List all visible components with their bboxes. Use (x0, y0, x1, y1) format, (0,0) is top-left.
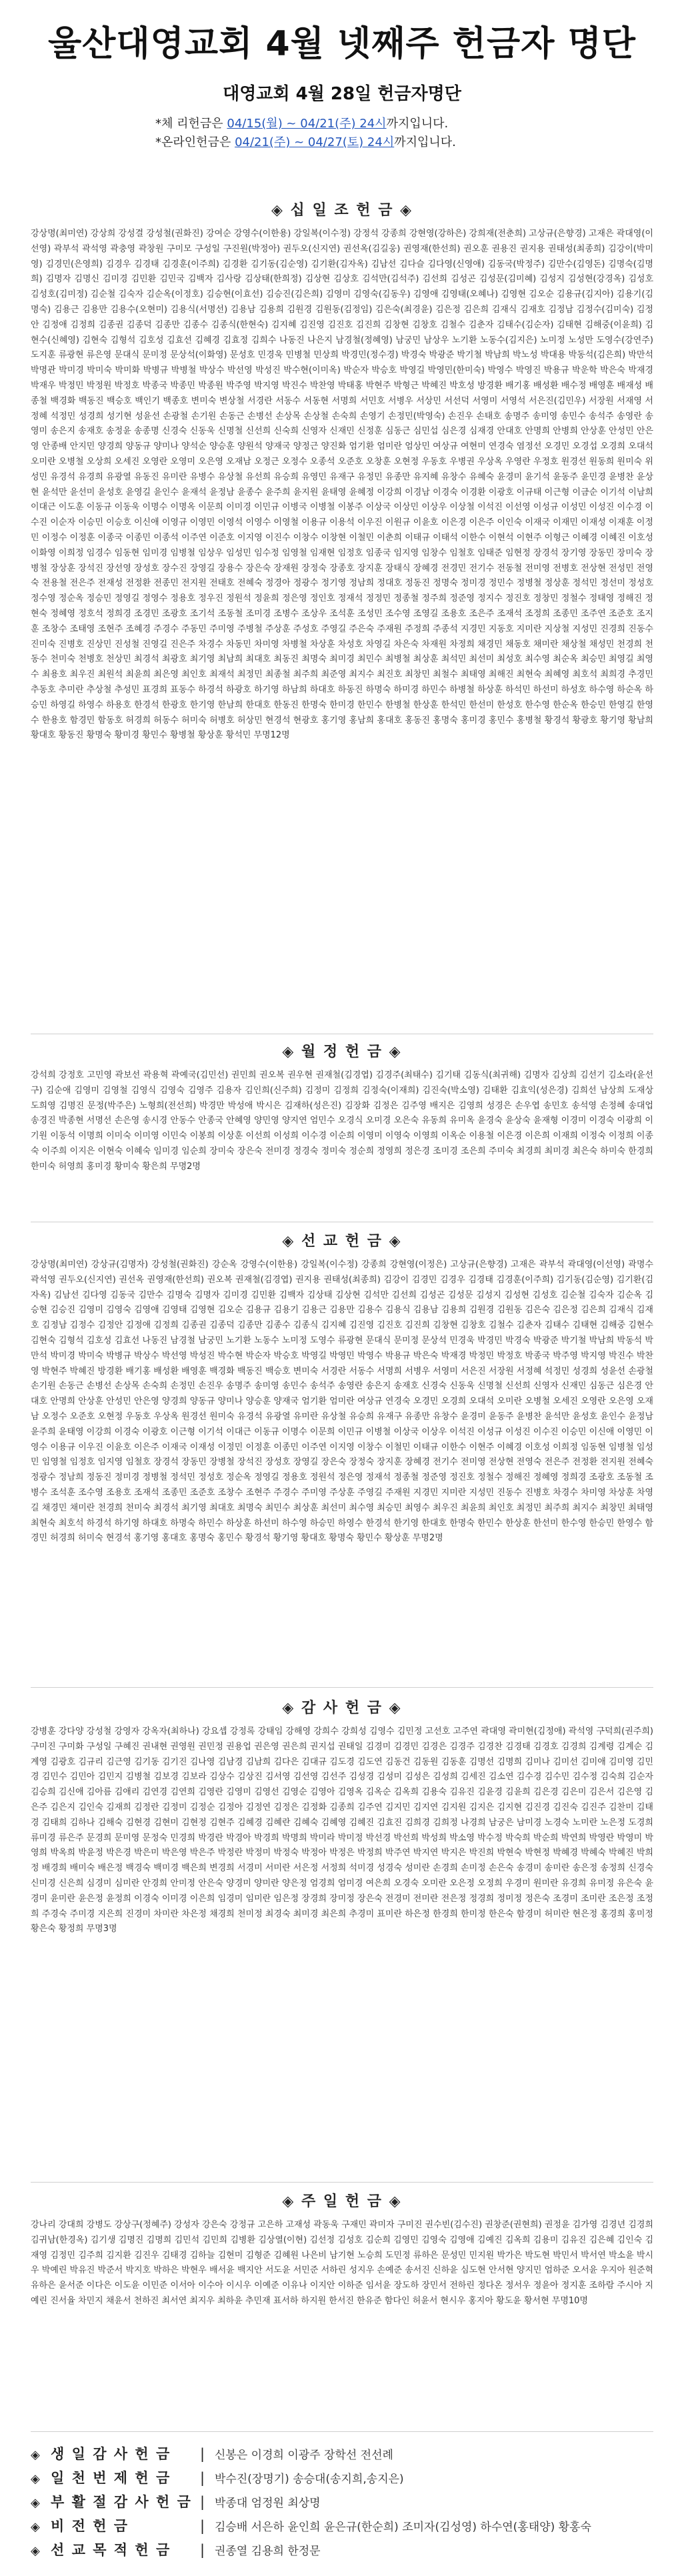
offering-names: 권종열 김용희 한정문 (215, 2545, 321, 2558)
offering-names: 박수진(장명기) 송승대(송지희,송지은) (215, 2473, 404, 2486)
notice-prefix: *온라인헌금은 (155, 135, 231, 149)
diamond-bullet-icon: ◈ (31, 2520, 40, 2534)
list-item (31, 2515, 653, 2539)
notice-suffix: 까지입니다. (386, 117, 449, 131)
diamond-bullet-icon: ◈ (31, 2448, 40, 2462)
page-title: 울산대영교회 4월 넷째주 헌금자 명단 (47, 24, 637, 64)
section-names: 강상명(최미연) 강상규(김명자) 강성철(권화진) 강순옥 강영수(이한용) 강일복(이수정) 강종희 강현영(이정은) 고상규(은향경) 고재은 곽부석 곽대영(이선영) 곽명수 곽석영 권두오(신지연) 권선옥 권영재(한선희) 권오복 권재철(김경엽) 권지용 권태성(최종희) 김강이 김경민 김경우 김경태 김경훈(이주희) 김기동(김순영) 김기환(김자옥) 김남선 김다영 김동국 김만수 김명숙 김명자 김미경 김민환 김백자 김상태 김상현 김석만 김선희 김성곤 김성문 김성지 김성현 김성호 김순철 김숙자 김순옥 김승현 김승진 김영미 김영숙 김영애 김영태 김영현 김오순 김용규 김용기 김용근 김용만 김용수 김용식 김용남 김용희 김원경 김원동 김은숙 김은정 김은희 김재식 김재호 김정남 김정수 김정안 김정애 김정희 김종권 김종덕 김종만 김종수 김종식 김지혜 김진영 김진호 김진희 김창현 김창호 김철수 김춘자 김태수 김태현 김해중 김현수 김현숙 김형석 김호성 김효선 나동진 남경철 남궁민 노기환 노동수 노미정 도영수 류광현 문대식 문미정 문상석 민경욱 박경민 박경숙 박광준 박기철 박남희 박동석 박만석 박미경 박미숙 박병규 박상수 박선영 박성진 박수현 박순자 박승호 박영길 박영민 박영수 박용규 박은숙 박재경 박정민 박정호 박종국 박주영 박지영 박진수 박찬영 박현주 박혜진 방경환 배기홍 배성환 배영훈 백경화 백동진 백승호 변미숙 서경란 서동수 서명희 서병우 서영미 서은진 서장원 서정혜 석정민 성경희 성윤선 손광철 손기원 손동근 손병선 손상목 손숙희 손정민 손진우 송명주 송미영 송민수 송석주 송영란 송은지 송재호 신경숙 신동욱 신명철 신선희 신영자 신재민 심동근 심은경 안대호 안명희 안상훈 안성민 안은영 양경희 양동규 양미나 양승훈 양재국 엄기환 엄미란 여상규 연경숙 오경민 오경희 오대석 오미란 오병철 오세진 오영란 오은영 오재남 오정수 오준호 오현정 우동호 우상옥 원경선 원미숙 유경석 유광열 유미란 유상철 유승희 유재구 유종만 유창수 윤경미 윤동주 윤병찬 윤석만 윤성호 윤인수 윤정남 윤주희 윤태영 이강희 이경숙 이광호 이근형 이기석 이대근 이동규 이명수 이문희 이민규 이병철 이상국 이상우 이석진 이성규 이성진 이수진 이승민 이신애 이영민 이영수 이용규 이우진 이윤호 이은주 이재국 이재성 이정민 이정훈 이종민 이주연 이지영 이창수 이철민 이태규 이한수 이현주 이혜경 이호성 이희정 임동현 임병철 임성민 임영철 임정호 임지영 임철호 장경석 장동민 장병철 장석진 장성호 장영길 장은숙 장정숙 장지훈 장혜경 전기수 전미영 전상현 전영숙 전은주 전정환 전지원 전혜숙 정광수 정남희 정동진 정미경 정병철 정석민 정성호 정순옥 정영길 정용호 정원석 정은영 정재석 정종철 정준영 정진호 정철수 정해진 정혜영 정희경 조광호 조동철 조병수 조석훈 조수영 조용호 조재석 조종민 조준호 조창수 조현주 주경수 주미영 주상훈 주영길 주재원 지경민 지미란 지성민 진동수 진병호 차경수 차미영 차상훈 차영길 채경민 채미란 천경희 천미숙 최경석 최기영 최대호 최명숙 최민수 최상훈 최선미 최수영 최승민 최영수 최우진 최윤희 최인호 최정민 최주희 최지수 최창민 최태영 최현숙 최호석 하경석 하기영 하대호 하명숙 하민수 하상훈 하선미 하수영 하승민 하영수 한경석 한기영 한대호 한명숙 한민수 한상훈 한선미 한수영 한승민 한영수 함경민 허경희 허미숙 현경석 홍기영 홍대호 홍명숙 홍민수 황경석 황기영 황대호 황명숙 황민수 황상훈 무명2명 (31, 1260, 653, 1544)
offering-names: 신봉은 이경희 이광주 장학선 전선례 (215, 2449, 393, 2462)
notice-row (155, 133, 529, 152)
list-item (31, 2443, 653, 2467)
divider (31, 2182, 653, 2183)
section-sunday (31, 2191, 653, 2435)
list-item (31, 2539, 653, 2563)
diamond-bullet-icon: ◈ (31, 2496, 40, 2510)
offering-category: 부 활 절 감 사 헌 금 (51, 2494, 192, 2510)
section-title: ◈ 십 일 조 헌 금 ◈ (271, 202, 413, 219)
offering-category: 생 일 감 사 헌 금 (51, 2446, 171, 2462)
section-names: 강상명(최미연) 강상희 강성결 강성철(권화진) 강여순 강영수(이한용) 강일복(이수정) 강정석 강종희 강현영(강하은) 강희재(전춘희) 고상규(은향경) 고재은 곽대영(이선영) 곽부석 곽석영 곽충영 곽창원 구미모 구성일 구진원(박정아) 권두오(신지연) 권선옥(김길웅) 권영재(한선희) 권오훈 권용진 권지용 권태성(최종희) 김강이(박미영) 김경민(은영희) 김경우 김경태 김경훈(이주희) 김경환 김기동(김순영) 김기환(김자옥) 김남선 김다슬 김다영(신영애) 김동국(박정주) 김만수(김영돈) 김명숙(김명희) 김명자 김명신 김미경 김민환 김민국 김백자 김사랑 김상태(한희정) 김상현 김상호 김석만(김석주) 김선희 김성곤 김성문(김미혜) 김성지 김성현(강경옥) 김성호 김성호(김미정) 김순철 김숙자 김순옥(이정호) 김승현(이효선) 김승진(김은희) 김영미 김영숙(김동우) 김영애 김영태(오혜나) 김영현 김오순 김용규(김지아) 김용기(김명숙) 김용근 김용만 김용수(오현미) 김용식(서명선) 김용남 김용희 김원경 김원동(김정임) 김은숙(최경윤) 김은정 김은희 김재식 김재호 김정남 김정수(김미숙) 김정안 김정애 김정희 김종권 김종덕 김종만 김종수 김종식(한현숙) 김지혜 김진영 김진호 김진희 김창현 김창호 김철수 김춘자 김태수(김순자) 김태현 김해중(이윤희) 김현수(신혜영) 김현숙 김형석 김호성 김효선 김혜경 김효정 김희수 나동진 나은지 남경철(정혜영) 남궁민 남상우 노기환 노동수(김지은) 노미정 노성만 도영수(강연주) 도지훈 류광현 류은영 문대식 문미정 문상석(이화영) 문성호 민경욱 민병철 민상희 박경민(정수경) 박경숙 박광준 박기철 박남희 박노성 박대용 박동석(김은희) 박만석 박명관 박미경 박미숙 박미화 박병규 박병철 박상수 박선영 박성진 박수현(이미옥) 박순자 박승호 박영길 박영민(한미숙) 박영수 박영진 박용규 박운학 박은숙 박재경 박재우 박정민 박정원 박정호 박종국 박종민 박종원 박주영 박지영 박진수 박찬영 박태홍 박현주 박형근 박혜진 박호성 방경환 배기홍 배성환 배수정 배영훈 배재성 배종철 백경화 백동진 백승호 백인기 백종호 변미숙 변상철 서경란 서동수 서동현 서명희 서민호 서병우 서상민 서선덕 서영미 서영석 서은진(김민우) 서장원 서재영 서정혜 석정민 성경희 성기현 성윤선 손광철 손기원 손동근 손병선 손상목 손상철 손숙희 손영기 손정민(박영숙) 손진우 손태호 송명주 송미영 송민수 송석주 송영란 송영미 송은지 송재호 송정윤 송종명 신경숙 신동욱 신명철 신선희 신숙희 신영자 신재민 신정훈 심동근 심민섭 심은경 심재경 안대호 안명희 안병희 안상훈 안성민 안은영 안종배 안지민 양경희 양동규 양미나 양석순 양승훈 양원석 양재국 양정근 양진화 엄기환 엄미란 엄상민 여상규 여현미 연경숙 염정선 오경민 오경섭 오경희 오대석 오미란 오병철 오상희 오세진 오영란 오영미 오은영 오재남 오정근 오정수 오종석 오준호 오창훈 오현정 우동호 우병권 우상옥 우영란 우정호 원경선 원동희 원미숙 위성민 유경석 유경희 유광열 유동진 유미란 유병수 유상철 유선희 유승희 유영민 유재구 유정민 유종만 유지혜 유창수 유혜숙 윤경미 윤기석 윤동주 윤민경 윤병찬 윤상현 윤석만 윤선미 윤성호 윤영길 윤인수 윤재석 윤정남 윤종수 윤주희 윤지원 윤태영 윤혜정 이강희 이경남 이경숙 이경환 이광호 이규태 이근형 이금순 이기석 이남희 이대근 이도훈 이동규 이동욱 이명수 이명옥 이문희 이미경 이민규 이병국 이병철 이봉주 이상국 이상민 이상우 이상철 이석진 이선영 이성규 이성민 이성진 이수경 이수진 이순자 이승민 이승호 이신애 이영규 이영민 이영석 이영수 이영철 이용규 이용석 이우진 이원규 이윤호 이은경 이은주 이인숙 이재국 이재민 이재성 이재훈 이정민 이정수 이정훈 이종국 이종민 이종석 이주연 이준호 이지영 이진수 이창수 이창현 이철민 이춘희 이태규 이태석 이한수 이현석 이현주 이형근 이혜경 이혜진 이호성 이화영 이희정 임경수 임동현 임미경 임병철 임상우 임성민 임수정 임영철 임재현 임정호 임종국 임지영 임창수 임철호 임태준 임현정 장경석 장기영 장동민 장미숙 장병철 장상훈 장석진 장선영 장성호 장수진 장영길 장용수 장은숙 장재원 장정숙 장종호 장지훈 장태식 장혜경 전경민 전기수 전동철 전미영 전병호 전상현 전성민 전영숙 전용철 전은주 전재성 전정환 전종민 전지원 전태호 전혜숙 정경아 정광수 정기영 정남희 정대호 정동진 정명숙 정미경 정민수 정병철 정상훈 정석민 정선미 정성호 정수영 정순옥 정승민 정영길 정영수 정용호 정우진 정원석 정윤희 정은영 정인호 정재석 정정민 정종철 정주희 정준영 정지수 정진호 정창민 정철수 정태영 정해진 정현숙 정혜영 정호석 정희경 조경민 조광호 조기석 조동철 조미경 조병수 조상우 조석훈 조성민 조수영 조영길 조용호 조은주 조재석 조정희 조종민 조주연 조준호 조지훈 조창수 조태영 조현주 조혜경 주경수 주동민 주미영 주병철 주상훈 주성호 주영길 주은숙 주재원 주정희 주종석 지경민 지동호 지미란 지상철 지성민 진경희 진동수 진미숙 진병호 진상민 진성철 진영길 진은주 차경수 차동민 차미영 차병철 차상훈 차성호 차영길 차은숙 차재원 차정희 채경민 채동호 채미란 채상철 채성민 천경희 천동수 천미숙 천병호 천상민 최경석 최광호 최기영 최남희 최대호 최동진 최명숙 최미경 최민수 최병철 최상훈 최석민 최선미 최성호 최수영 최순옥 최승민 최영길 최영수 최용호 최우진 최원석 최윤희 최은영 최인호 최재석 최정민 최종철 최주희 최준영 최지수 최진호 최창민 최철수 최태영 최해진 최현숙 최혜영 최호석 최희경 추경민 추동호 추미란 추상철 추성민 표경희 표동수 하경석 하광호 하기영 하남희 하대호 하동진 하명숙 하미경 하민수 하병철 하상훈 하석민 하선미 하성호 하수영 하순옥 하승민 하영길 하영수 하용호 한경석 한광호 한기영 한남희 한대호 한동진 한명숙 한미경 한민수 한병철 한상훈 한석민 한선미 한성호 한수영 한순옥 한승민 한영길 한영수 한용호 함경민 함동호 허경희 허동수 허미숙 허병호 허상민 현경석 현광호 홍기영 홍남희 홍대호 홍동진 홍명숙 홍미경 홍민수 홍병철 황경석 황광호 황기영 황남희 황대호 황동진 황명숙 황미경 황민수 황병철 황상훈 황석민 무명12명 (31, 229, 653, 741)
notice-suffix: 까지입니다. (394, 135, 456, 149)
section-thanks (31, 1698, 653, 2185)
separator: | (200, 2518, 205, 2534)
section-mission (31, 1231, 653, 1688)
section-names: 강병훈 강다양 강성철 강영자 강옥자(최하나) 강요셉 강정록 강태임 강해영 강희수 강희성 김영수 김민정 고선호 고주연 곽대영 곽미현(김정애) 곽석영 구덕희(권주희) 구미진 구미화 구성일 구혜진 권내현 권영원 권민정 권용업 권은영 권은희 권지섭 권태일 김경미 김경민 김경은 김경주 김경찬 김경태 김경호 김경희 김계령 김계순 김계영 김광호 김규리 김근영 김기동 김기진 김나영 김남경 김남희 김다은 김대규 김도경 김도연 김동건 김동원 김동훈 김명선 김명희 김미나 김미선 김미애 김미영 김민경 김민수 김민아 김민지 김병철 김보경 김보라 김상수 김상진 김서영 김선영 김선주 김성경 김성미 김성은 김성희 김세진 김소연 김수경 김수민 김수정 김숙희 김순자 김승희 김신애 김아름 김애리 김연경 김연희 김영란 김영미 김영선 김영순 김영아 김영옥 김옥순 김옥희 김용숙 김유진 김윤경 김윤희 김은경 김은미 김은서 김은영 김은주 김은지 김인숙 김재희 김정란 김정미 김정순 김정아 김정연 김정은 김정화 김종희 김주연 김지민 김지연 김지원 김지은 김지현 김진경 김진숙 김진주 김찬미 김태경 김태희 김하나 김해숙 김현경 김현미 김현정 김현주 김혜경 김혜란 김혜숙 김혜영 김혜진 김효진 김희경 김희정 나경희 남궁은 남미경 노경숙 노미란 노은정 도경희 류미경 류은주 문경희 문미영 문정숙 민경희 박경란 박경아 박경희 박명희 박미라 박미정 박선경 박선희 박성희 박소영 박수정 박숙희 박순희 박연희 박영란 박영미 박영희 박옥희 박윤정 박은경 박은미 박은영 박은주 박정란 박정미 박정숙 박정아 박정은 박정희 박주연 박지연 박지은 박진희 박현숙 박현정 박혜경 박혜숙 박혜진 박희정 배경희 배미숙 배은정 백경숙 백미경 백은희 변경희 서경미 서미란 서은정 서정희 석미경 성경숙 성미란 손경희 손미정 손은숙 송경미 송미란 송은정 송정희 신경숙 신미경 신은희 심경미 심미란 안경희 안미정 안은숙 양경미 양미란 양은정 엄경희 엄미경 여은희 오경숙 오미란 오은정 오정희 우경미 원미란 유경희 유미정 유은숙 윤경미 윤미란 윤은정 윤정희 이경숙 이미경 이은희 임경미 임미란 임은정 장경희 장미정 장은숙 전경미 전미란 전은정 정경희 정미정 정은숙 조경미 조미란 조은정 조정희 주경숙 주미경 지은희 진경미 차미란 차은정 채경희 천미정 최경숙 최미경 최은희 추경미 표미란 하은정 한경희 한미정 한은숙 함경미 허미란 현은정 홍경희 홍미정 황은숙 황정희 무명3명 (31, 1726, 653, 1935)
diamond-bullet-icon: ◈ (31, 2544, 40, 2558)
offering-category: 선 교 목 적 헌 금 (51, 2542, 171, 2558)
section-title: ◈ 선 교 헌 금 ◈ (282, 1233, 402, 1250)
offering-names: 박종대 엄정원 최상명 (215, 2497, 321, 2510)
notice-prefix: *체 리헌금은 (155, 117, 223, 131)
offering-category: 비 전 헌 금 (51, 2518, 129, 2534)
page-subtitle: 대영교회 4월 28일 헌금자명단 (223, 84, 461, 104)
section-tithe (31, 200, 653, 1024)
separator: | (200, 2470, 205, 2486)
separator: | (200, 2542, 205, 2558)
section-title: ◈ 감 사 헌 금 ◈ (282, 1700, 402, 1716)
notice-date: 04/15(월) ~ 04/21(주) 24시 (227, 117, 387, 131)
notice-row (155, 115, 529, 133)
section-names: 강석희 강정호 고민영 곽보선 곽용혁 곽예국(김민선) 권민희 권오복 권우현 권재철(김경엽) 김경주(최태수) 김기태 김동식(최귀해) 김명자 김상희 김선기 김소라(윤선구) 김순애 김영미 김영철 김영식 김영숙 김영주 김용자 김인희(신주희) 김정미 김정희 김정숙(이재희) 김진숙(박소영) 김태환 김효익(성은경) 김희선 남상희 도재상 도희영 김명진 문정(박주은) 노형희(전선희) 박경만 박성애 박시은 김재하(성은진) 김장화 김정은 김주영 배지은 김영희 성경은 손우엽 송민호 송석영 손정혜 송대업 송경진 박종현 서명선 손은영 송시경 안동수 안종국 안혜영 양민영 양지연 엄민수 오경식 오미경 오은숙 유동희 유미옥 윤경숙 윤상숙 윤재형 이경미 이경숙 이광희 이기원 이동석 이명희 이미숙 이미영 이민숙 이봉희 이상훈 이선희 이성희 이수경 이순희 이영미 이영숙 이영희 이옥순 이용철 이은경 이은희 이재희 이정숙 이정희 이종숙 이주희 이지은 이현숙 이혜숙 임미경 임순희 장미숙 장은숙 전미경 정경숙 정미숙 정순희 정영희 정은경 조미경 조은희 주미숙 최경희 최미경 최은숙 하미숙 한경희 한미숙 허영희 홍미경 황미숙 황은희 무명2명 (31, 1070, 653, 1172)
separator: | (200, 2446, 205, 2462)
diamond-bullet-icon: ◈ (31, 2472, 40, 2486)
special-offering-list (31, 2443, 653, 2563)
section-title: ◈ 주 일 헌 금 ◈ (282, 2193, 402, 2210)
list-item (31, 2467, 653, 2491)
divider (31, 2431, 653, 2432)
divider (31, 1687, 653, 1688)
offering-category: 일 천 번 제 헌 금 (51, 2470, 171, 2486)
section-monthly (31, 1042, 653, 1228)
offering-names: 김승배 서은하 윤인희 윤은규(한순희) 조미자(김성영) 하수연(홍태양) 황홍숙 (215, 2521, 591, 2534)
list-item (31, 2491, 653, 2515)
section-names: 강나리 강대희 강병도 강상구(정혜주) 강성자 강은숙 강정규 고은하 고재성 곽동욱 구재민 곽미자 구미진 권수빈(김수진) 권창준(권현희) 권정윤 김가영 김경년 김경희 김귀남(한경옥) 김기생 김명진 김명희 김민석 김민희 김병환 김상열(이현) 김선정 김성호 김순희 김영민 김영숙 김영애 김예진 김옥희 김용미 김유진 김은혜 김인숙 김재영 김정민 김주희 김지환 김진우 김태경 김하늘 김현미 김형준 김혜원 나은비 남기현 노승희 도민정 류하은 문성민 민지원 박가은 박도현 박민서 박서연 박소윤 박시우 박예린 박유진 박준서 박지호 박하은 박현우 배서윤 백지안 서도윤 서민준 서하린 성지우 손예준 송서진 신하윤 심도현 안서현 양지민 엄하준 오서윤 우지아 원준혁 유하은 윤서준 이다은 이도윤 이민준 이서아 이수아 이시우 이예준 이유나 이지안 이하준 임서윤 장도하 장민서 전하린 정다온 정서우 정윤아 정지훈 조하람 주시아 지예린 진서율 차민지 채윤서 천하진 최서연 최지우 최하윤 추민재 표서하 하지원 한서진 한유준 함다인 허윤서 현시우 홍지아 황도윤 황서현 무명10명 (31, 2220, 653, 2306)
notice-date: 04/21(주) ~ 04/27(토) 24시 (235, 135, 395, 149)
notice-block (155, 115, 529, 152)
section-title: ◈ 월 정 헌 금 ◈ (282, 1044, 402, 1060)
separator: | (200, 2494, 205, 2510)
